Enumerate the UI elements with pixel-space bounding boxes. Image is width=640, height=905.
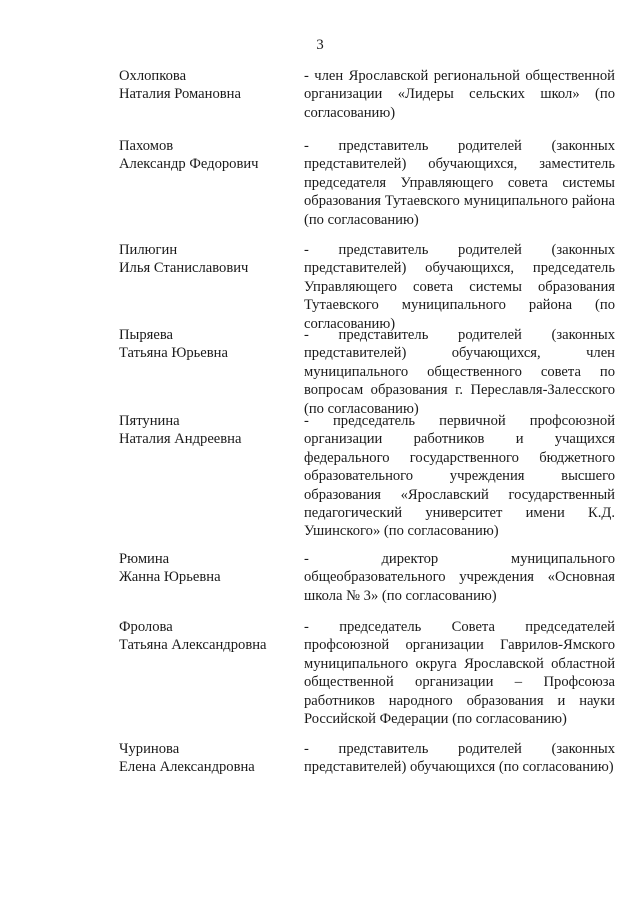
member-given-names: Наталия Романовна [119,86,241,103]
member-name [119,137,289,174]
member-given-names: Татьяна Юрьевна [119,345,228,362]
member-role: - директор муниципального общеобразовательного учреждения «Основная школа № 3» (по согласованию) [304,551,615,604]
page-number: 3 [316,37,324,53]
member-given-names: Жанна Юрьевна [119,569,221,586]
member-role: - председатель первичной профсоюзной организации работников и учащихся федерального государственного бюджетного образовательного учреждения высшего образования «Ярославский государственный педагогический университет имени К.Д. Ушинского» (по согласованию) [304,413,615,540]
member-name [119,241,289,278]
member-role: - представитель родителей (законных представителей) обучающихся (по согласованию) [304,741,615,776]
member-name [119,67,289,104]
member-given-names: Александр Федорович [119,156,259,173]
member-role: - представитель родителей (законных представителей) обучающихся, член муниципального общественного совета по вопросам образования г. Переславля-Залесского (по согласованию) [304,327,615,417]
member-role: - член Ярославской региональной общественной организации «Лидеры сельских школ» (по согласованию) [304,68,615,121]
member-surname: Охлопкова [119,68,187,84]
member-name [119,550,289,587]
member-surname: Чуринова [119,741,180,757]
member-role: - председатель Совета председателей профсоюзной организации Гаврилов-Ямского муниципального округа Ярославской областной общественной организации – Профсоюза работников народного образования и науки Российской Федерации (по согласованию) [304,619,615,728]
member-given-names: Наталия Андреевна [119,431,242,448]
member-surname: Пахомов [119,138,174,154]
member-surname: Рюмина [119,551,170,567]
member-name [119,618,289,655]
member-name [119,740,289,777]
member-given-names: Елена Александровна [119,759,255,776]
member-surname: Пятунина [119,413,180,429]
member-surname: Пилюгин [119,242,178,258]
member-name [119,412,289,449]
member-given-names: Илья Станиславович [119,260,249,277]
member-role: - представитель родителей (законных представителей) обучающихся, заместитель председателя Управляющего совета системы образования Тутаевского муниципального района (по согласованию) [304,138,615,228]
member-name [119,326,289,363]
member-given-names: Татьяна Александровна [119,637,267,654]
member-role: - представитель родителей (законных представителей) обучающихся, председатель Управляющего совета системы образования Тутаевского муниципального района (по согласованию) [304,242,615,332]
member-surname: Фролова [119,619,173,635]
member-surname: Пыряева [119,327,174,343]
